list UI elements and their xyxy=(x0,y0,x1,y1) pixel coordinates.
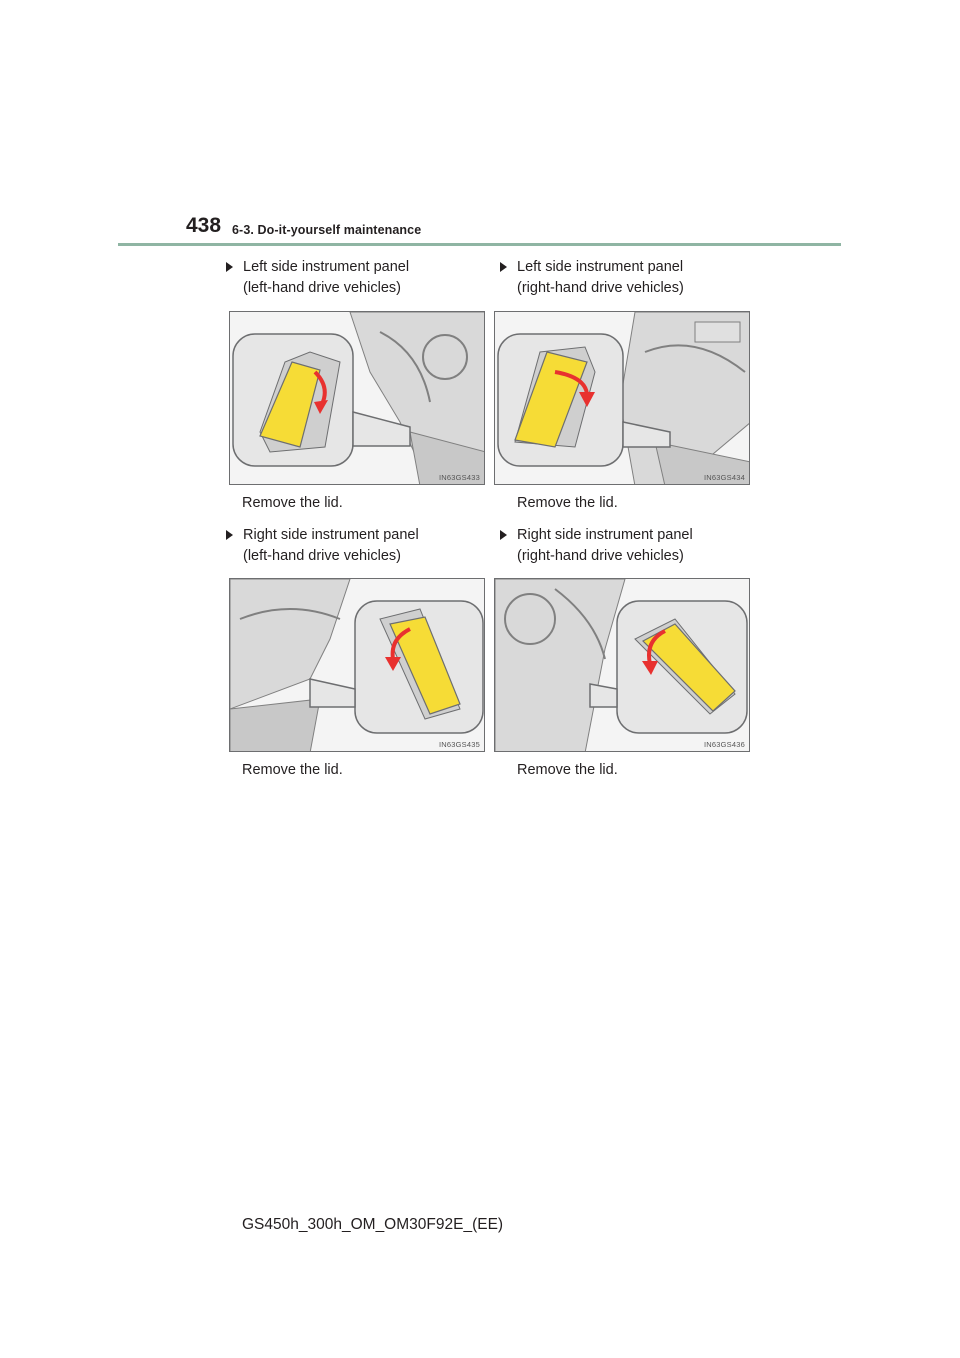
left-rhd-illustration xyxy=(495,312,750,485)
panel-heading-right-lhd xyxy=(243,525,419,567)
bullet-arrow-icon xyxy=(500,530,507,540)
panel-heading-right-rhd xyxy=(517,525,693,567)
panel-heading-line1: Right side instrument panel xyxy=(517,527,693,543)
caption-right-lhd: Remove the lid. xyxy=(242,762,343,778)
caption-right-rhd: Remove the lid. xyxy=(517,762,618,778)
panel-heading-line2: (left-hand drive vehicles) xyxy=(243,548,401,564)
panel-heading-line1: Left side instrument panel xyxy=(517,259,684,275)
footer-model-code: GS450h_300h_OM_OM30F92E_(EE) xyxy=(242,1216,504,1233)
panel-heading-left-lhd xyxy=(243,257,409,299)
section-title: 6-3. Do-it-yourself maintenance xyxy=(232,223,422,237)
right-rhd-illustration xyxy=(495,579,750,752)
figure-code: IN63GS436 xyxy=(704,740,745,749)
right-lhd-illustration xyxy=(230,579,485,752)
bullet-arrow-icon xyxy=(500,262,507,272)
page-number: 438 xyxy=(186,214,222,237)
figure-right-rhd xyxy=(494,578,750,752)
caption-left-rhd: Remove the lid. xyxy=(517,495,618,511)
panel-heading-line2: (right-hand drive vehicles) xyxy=(517,548,684,564)
panel-heading-line2: (right-hand drive vehicles) xyxy=(517,280,684,296)
figure-code: IN63GS434 xyxy=(704,473,745,482)
panel-heading-line1: Right side instrument panel xyxy=(243,527,419,543)
figure-code: IN63GS433 xyxy=(439,473,480,482)
figure-right-lhd xyxy=(229,578,485,752)
bullet-arrow-icon xyxy=(226,530,233,540)
left-lhd-illustration xyxy=(230,312,485,485)
header-divider xyxy=(118,243,841,246)
figure-left-rhd xyxy=(494,311,750,485)
figure-left-lhd xyxy=(229,311,485,485)
panel-heading-left-rhd xyxy=(517,257,684,299)
caption-left-lhd: Remove the lid. xyxy=(242,495,343,511)
figure-code: IN63GS435 xyxy=(439,740,480,749)
panel-heading-line1: Left side instrument panel xyxy=(243,259,410,275)
panel-heading-line2: (left-hand drive vehicles) xyxy=(243,280,401,296)
bullet-arrow-icon xyxy=(226,262,233,272)
